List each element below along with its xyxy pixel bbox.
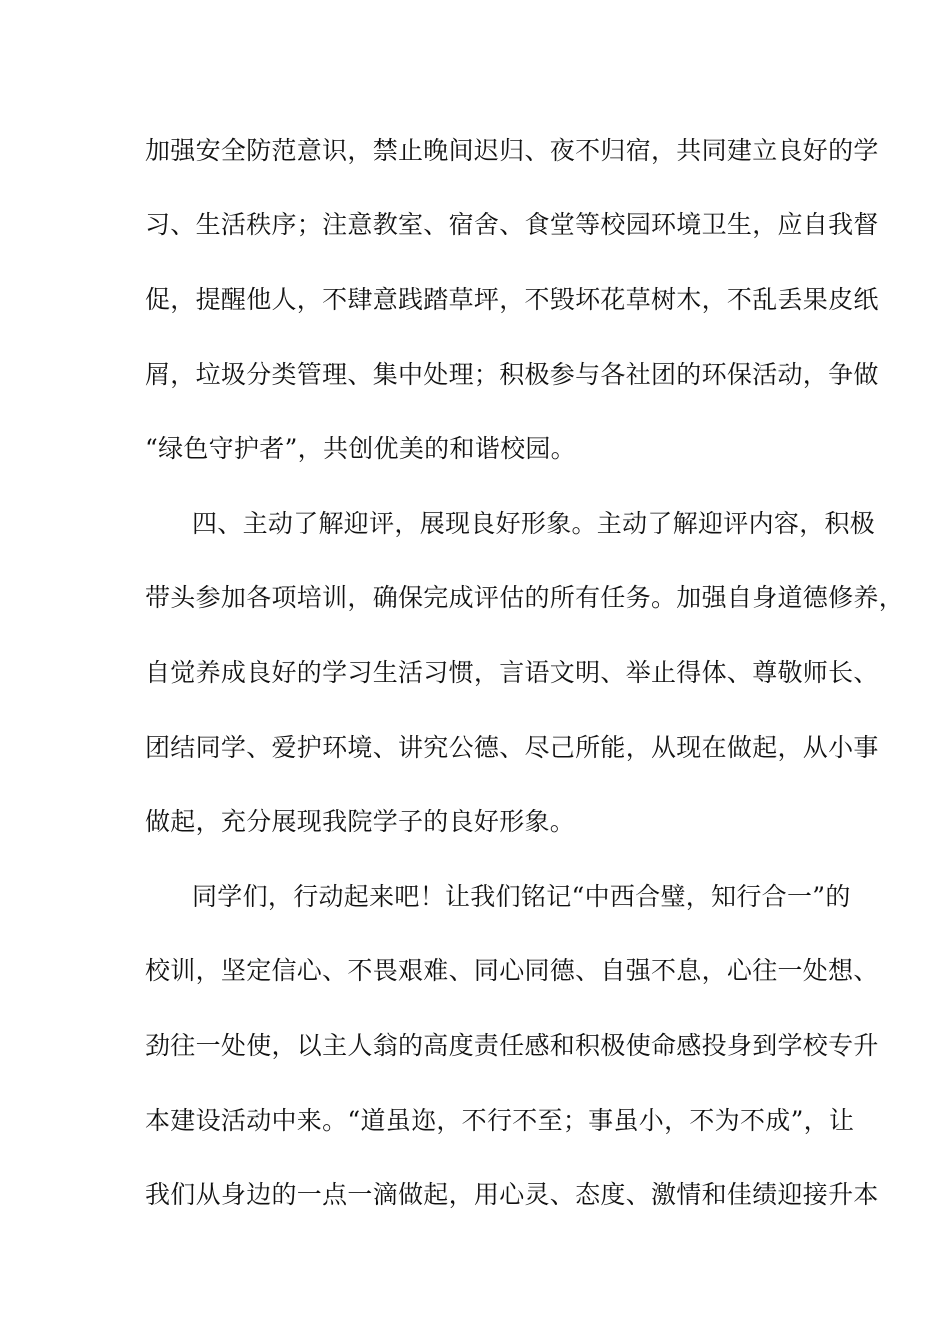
text-line: 加强安全防范意识，禁止晚间迟归、夜不归宿，共同建立良好的学 — [145, 136, 879, 165]
text-line: “绿色守护者”，共创优美的和谐校园。 — [145, 434, 576, 463]
text-line: 习、生活秩序；注意教室、宿舍、食堂等校园环境卫生，应自我督 — [145, 210, 879, 239]
paragraph-start-line: 四、主动了解迎评，展现良好形象。主动了解迎评内容，积极 — [192, 509, 876, 538]
text-line: 我们从身边的一点一滴做起，用心灵、态度、激情和佳绩迎接升本 — [145, 1180, 879, 1209]
text-line: 校训，坚定信心、不畏艰难、同心同德、自强不息，心往一处想、 — [145, 956, 879, 985]
paragraph-start-line: 同学们，行动起来吧！让我们铭记“中西合璧，知行合一”的 — [192, 882, 851, 911]
text-line: 促，提醒他人，不肆意践踏草坪，不毁坏花草树木，不乱丢果皮纸 — [145, 285, 879, 314]
text-line: 劲往一处使，以主人翁的高度责任感和积极使命感投身到学校专升 — [145, 1031, 879, 1060]
text-line: 做起，充分展现我院学子的良好形象。 — [145, 807, 576, 836]
text-line: 屑，垃圾分类管理、集中处理；积极参与各社团的环保活动，争做 — [145, 360, 879, 389]
text-line: 带头参加各项培训，确保完成评估的所有任务。加强自身道德修养， — [145, 583, 905, 612]
text-line: 本建设活动中来。“道虽迩，不行不至；事虽小，不为不成”，让 — [145, 1106, 855, 1135]
text-line: 团结同学、爱护环境、讲究公德、尽己所能，从现在做起，从小事 — [145, 733, 879, 762]
text-line: 自觉养成良好的学习生活习惯，言语文明、举止得体、尊敬师长、 — [145, 658, 879, 687]
